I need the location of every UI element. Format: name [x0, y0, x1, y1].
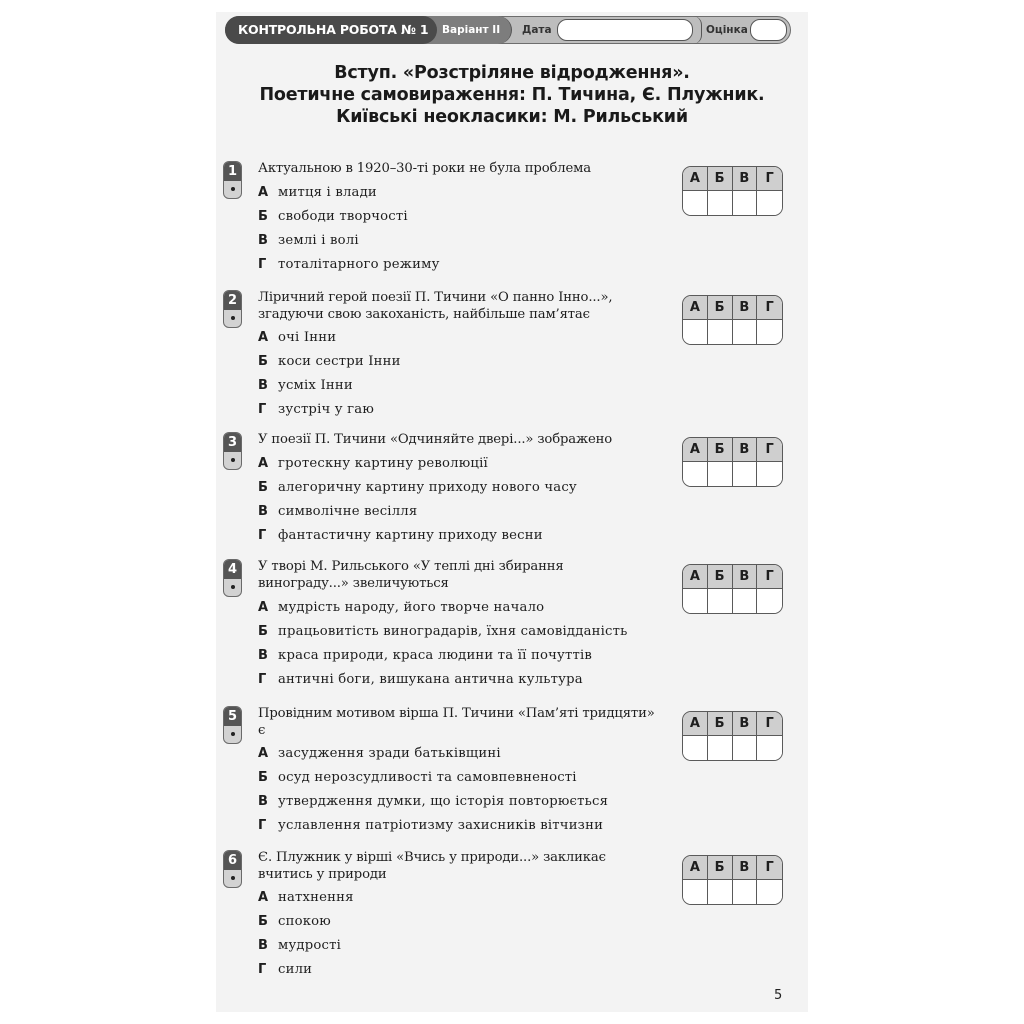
answer-grid: А Б В Г	[682, 855, 783, 905]
grade-field[interactable]	[750, 19, 787, 41]
option-list	[258, 886, 354, 982]
worksheet-page	[216, 12, 808, 1012]
option-list	[258, 742, 608, 838]
option-list	[258, 181, 440, 277]
option-a: А засудження зради батьківщині	[258, 746, 501, 761]
page-number: 5	[774, 988, 783, 1003]
question-number-badge: 6	[223, 850, 242, 888]
option-a: А митця і влади	[258, 185, 377, 200]
answer-cell-d[interactable]	[757, 320, 782, 344]
one-point-icon	[231, 458, 235, 462]
answer-cell-b[interactable]	[708, 736, 733, 760]
option-list	[258, 452, 577, 548]
question-text: Актуальною в 1920–30-ті роки не була проблема	[258, 161, 592, 176]
answer-cell-c[interactable]	[733, 736, 758, 760]
option-list	[258, 326, 401, 422]
answer-cell-b[interactable]	[708, 880, 733, 904]
option-d: Г уславлення патріотизму захисників вітчизни	[258, 818, 604, 833]
answer-grid: А Б В Г	[682, 564, 783, 614]
header-bar	[225, 16, 791, 44]
option-b: Б алегоричну картину приходу нового часу	[258, 480, 577, 495]
question-number-badge: 5	[223, 706, 242, 744]
date-field[interactable]	[557, 19, 693, 41]
option-d: Г античні боги, вишукана антична культура	[258, 672, 583, 687]
answer-grid: А Б В Г	[682, 295, 783, 345]
answer-cell-c[interactable]	[733, 191, 758, 215]
option-c: В символічне весілля	[258, 504, 418, 519]
answer-cell-d[interactable]	[757, 462, 782, 486]
header-divider	[693, 16, 702, 44]
answer-cell-a[interactable]	[683, 736, 708, 760]
answer-cell-d[interactable]	[757, 880, 782, 904]
answer-cell-d[interactable]	[757, 736, 782, 760]
answer-grid: А Б В Г	[682, 711, 783, 761]
answer-cell-b[interactable]	[708, 589, 733, 613]
question-text: Провідним мотивом вірша П. Тичини «Пам’яті тридцяти» є	[258, 706, 655, 738]
question-text: Ліричний герой поезії П. Тичини «О панно Інно...», згадуючи свою закоханість, найбільше пам’ятає	[258, 290, 613, 322]
answer-cell-b[interactable]	[708, 191, 733, 215]
option-c: В мудрості	[258, 938, 342, 953]
option-c: В краса природи, краса людини та її почуттів	[258, 648, 593, 663]
title-line-2: Поетичне самовираження: П. Тичина, Є. Плужник.	[259, 85, 765, 105]
one-point-icon	[231, 732, 235, 736]
page-title	[216, 62, 808, 128]
test-title-label: КОНТРОЛЬНА РОБОТА № 1	[225, 16, 437, 44]
title-line-1: Вступ. «Розстріляне відродження».	[334, 63, 690, 83]
option-a: А мудрість народу, його творче начало	[258, 600, 545, 615]
answer-cell-d[interactable]	[757, 589, 782, 613]
option-a: А гротескну картину революції	[258, 456, 488, 471]
question-number-badge: 2	[223, 290, 242, 328]
option-b: Б спокою	[258, 914, 331, 929]
question-text: Є. Плужник у вірші «Вчись у природи...» закликає вчитись у природи	[258, 850, 606, 882]
one-point-icon	[231, 876, 235, 880]
answer-cell-c[interactable]	[733, 880, 758, 904]
one-point-icon	[231, 187, 235, 191]
option-d: Г фантастичну картину приходу весни	[258, 528, 543, 543]
variant-label: Варіант II	[406, 16, 512, 44]
answer-cell-a[interactable]	[683, 589, 708, 613]
option-d: Г зустріч у гаю	[258, 402, 375, 417]
answer-grid: А Б В Г	[682, 437, 783, 487]
answer-cell-b[interactable]	[708, 462, 733, 486]
date-label: Дата	[522, 24, 552, 36]
option-b: Б осуд нерозсудливості та самовпевненості	[258, 770, 577, 785]
option-a: А натхнення	[258, 890, 354, 905]
answer-grid: А Б В Г	[682, 166, 783, 216]
answer-cell-a[interactable]	[683, 320, 708, 344]
answer-cell-c[interactable]	[733, 462, 758, 486]
answer-cell-c[interactable]	[733, 320, 758, 344]
option-d: Г сили	[258, 962, 313, 977]
question-text: У творі М. Рильського «У теплі дні збирання винограду...» звеличуються	[258, 559, 564, 591]
option-c: В землі і волі	[258, 233, 359, 248]
answer-cell-a[interactable]	[683, 191, 708, 215]
one-point-icon	[231, 316, 235, 320]
option-b: Б свободи творчості	[258, 209, 408, 224]
answer-cell-a[interactable]	[683, 462, 708, 486]
answer-cell-d[interactable]	[757, 191, 782, 215]
option-b: Б працьовитість виноградарів, їхня самовідданість	[258, 624, 628, 639]
answer-cell-b[interactable]	[708, 320, 733, 344]
option-list	[258, 596, 628, 692]
answer-cell-a[interactable]	[683, 880, 708, 904]
answer-cell-c[interactable]	[733, 589, 758, 613]
option-c: В усміх Інни	[258, 378, 353, 393]
grade-label: Оцінка	[706, 24, 748, 36]
question-number-badge: 3	[223, 432, 242, 470]
option-d: Г тоталітарного режиму	[258, 257, 440, 272]
one-point-icon	[231, 585, 235, 589]
question-number-badge: 4	[223, 559, 242, 597]
option-a: А очі Інни	[258, 330, 337, 345]
option-c: В утвердження думки, що історія повторюється	[258, 794, 609, 809]
question-text: У поезії П. Тичини «Одчиняйте двері...» зображено	[258, 432, 613, 447]
question-number-badge: 1	[223, 161, 242, 199]
option-b: Б коси сестри Інни	[258, 354, 401, 369]
title-line-3: Київські неокласики: М. Рильський	[336, 107, 688, 127]
